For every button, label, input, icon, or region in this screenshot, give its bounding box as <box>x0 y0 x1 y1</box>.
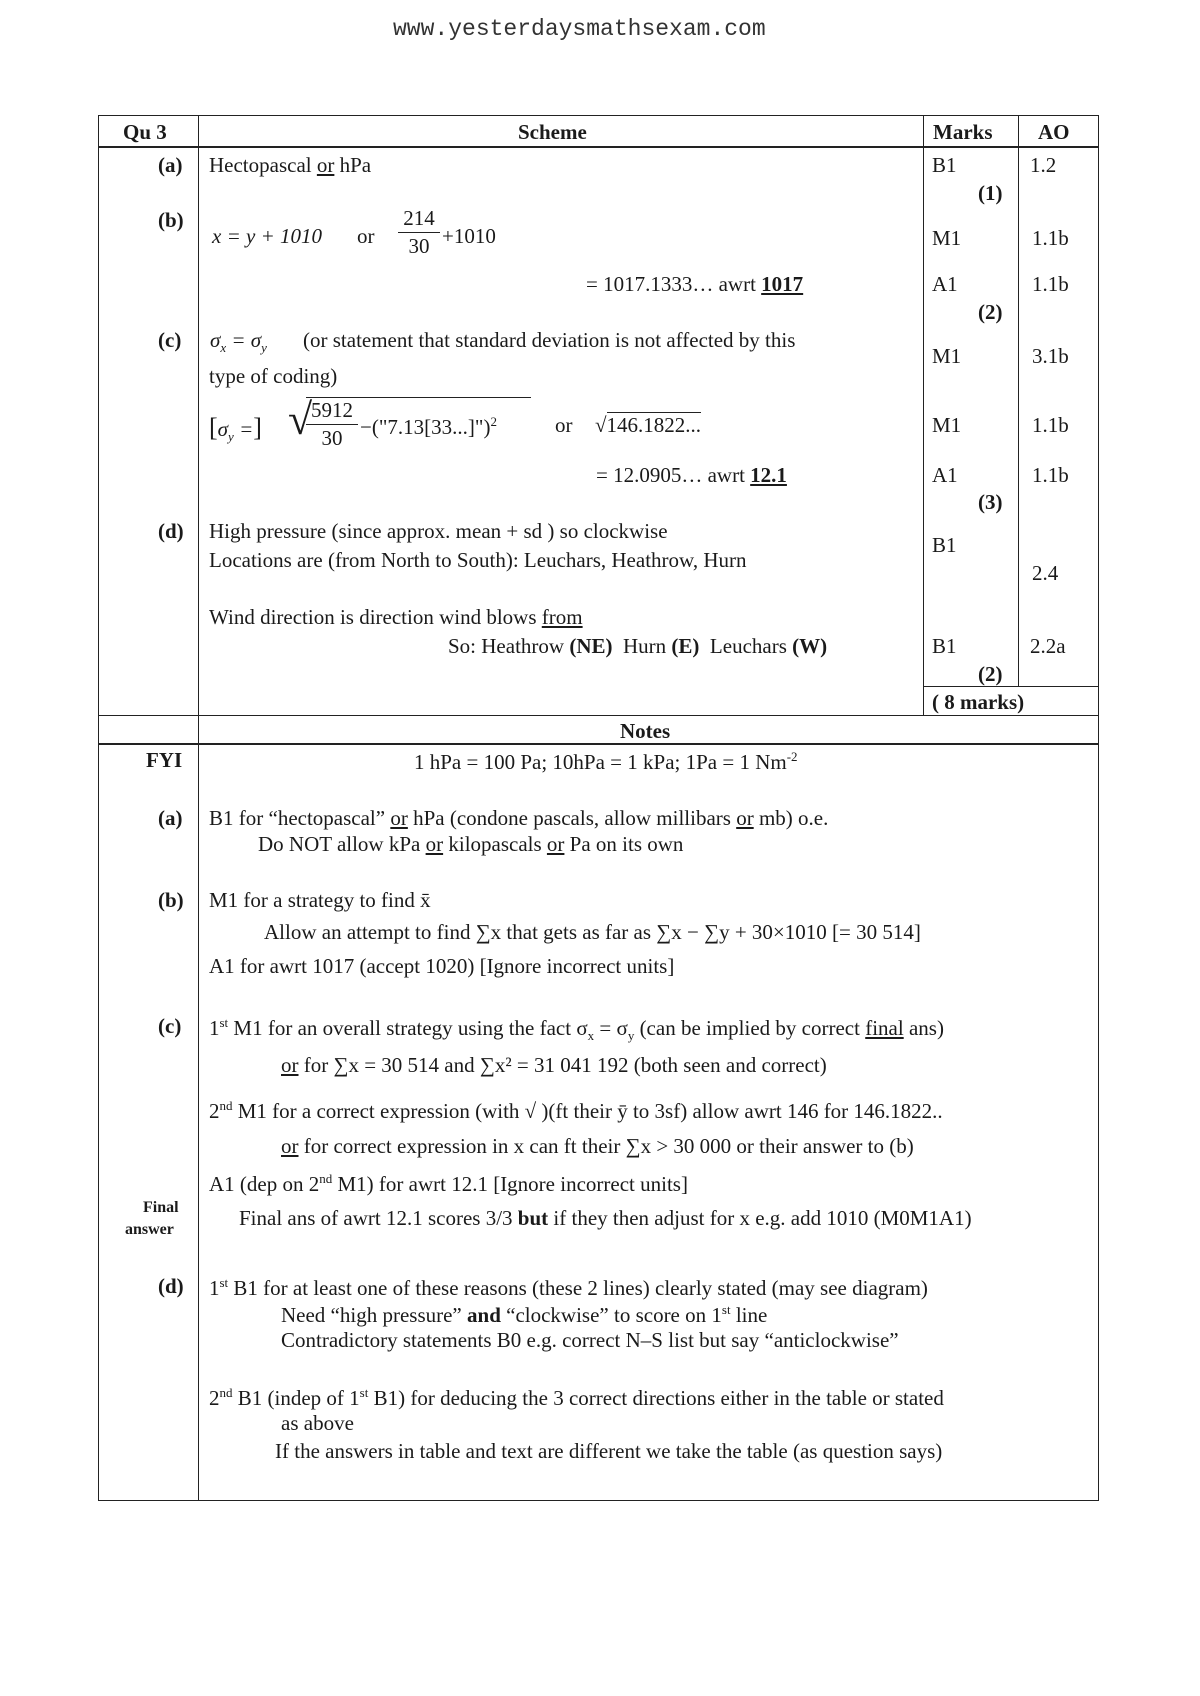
part-a-label: (a) <box>158 153 183 177</box>
part-c-fraction: 5912 30 <box>306 400 358 449</box>
table-top-border <box>98 115 1099 116</box>
table-bottom-border <box>98 1500 1099 1501</box>
notes-final-label-2: answer <box>125 1221 174 1238</box>
part-b-result: = 1017.1333… awrt 1017 <box>586 272 804 296</box>
part-b-ao-2: 1.1b <box>1032 272 1069 296</box>
part-a-answer: Hectopascal or hPa <box>209 153 372 177</box>
part-c-ao-3: 1.1b <box>1032 463 1069 487</box>
notes-d-label: (d) <box>158 1274 184 1298</box>
notes-b-line-2: Allow an attempt to find ∑x that gets as far as ∑x − ∑y + 30×1010 [= 30 514] <box>264 920 921 944</box>
part-c-label: (c) <box>158 328 182 352</box>
notes-d-line-4: 2nd B1 (indep of 1st B1) for deducing the 3 correct directions either in the table or stated <box>209 1385 944 1410</box>
part-d-ao-2: 2.2a <box>1030 634 1066 658</box>
notes-d-line-2: Need “high pressure” and “clockwise” to score on 1st line <box>281 1302 768 1327</box>
table-left-border <box>98 115 99 1501</box>
part-d-line-1: High pressure (since approx. mean + sd ) so clockwise <box>209 519 668 543</box>
part-c-mark-1: M1 <box>932 344 962 368</box>
part-b-mark-2: A1 <box>932 272 958 296</box>
table-col-divider <box>198 115 199 1501</box>
total-marks: ( 8 marks) <box>932 690 1025 714</box>
part-d-mark-1: B1 <box>932 533 957 557</box>
header-rule <box>98 146 1099 148</box>
notes-d-line-6: If the answers in table and text are different we take the table (as question says) <box>275 1439 943 1463</box>
part-d-mark-2: B1 <box>932 634 957 658</box>
notes-c-line-5: A1 (dep on 2nd M1) for awrt 12.1 [Ignore incorrect units] <box>209 1171 688 1196</box>
part-c-subtotal: (3) <box>978 490 1003 514</box>
total-rule <box>923 686 1099 687</box>
ao-col-divider <box>1018 115 1019 687</box>
part-b-or: or <box>357 224 375 248</box>
part-a-ao: 1.2 <box>1030 153 1057 177</box>
notes-fyi-label: FYI <box>146 748 183 772</box>
part-b-expr-lhs: x = y + 1010 <box>212 224 322 248</box>
notes-a-line-1: B1 for “hectopascal” or hPa (condone pascals, allow millibars or mb) o.e. <box>209 806 829 830</box>
notes-d-line-3: Contradictory statements B0 e.g. correct N–S list but say “anticlockwise” <box>281 1328 899 1352</box>
marks-col-divider <box>923 115 924 715</box>
part-c-result: = 12.0905… awrt 12.1 <box>596 463 787 487</box>
notes-d-line-1: 1st B1 for at least one of these reasons (these 2 lines) clearly stated (may see diagram) <box>209 1275 928 1300</box>
notes-top-rule <box>98 715 1099 716</box>
col-marks-header: Marks <box>933 120 993 144</box>
notes-c-label: (c) <box>158 1014 182 1038</box>
part-c-statement-2: type of coding) <box>209 364 338 388</box>
part-c-sd-lhs: [$\sigma_y$ =] <box>209 413 262 445</box>
part-c-mark-3: A1 <box>932 463 958 487</box>
col-ao-header: AO <box>1038 120 1070 144</box>
part-c-statement: (or statement that standard deviation is not affected by this <box>303 328 796 352</box>
part-c-sd-mid: −("7.13[33...]")$^2$ <box>360 414 497 439</box>
notes-header-rule <box>98 743 1099 745</box>
notes-c-line-1: 1st M1 for an overall strategy using the fact $\sigma_x = \sigma_y$ (can be implied by correct final ans) <box>209 1015 944 1044</box>
part-d-line-3: Wind direction is direction wind blows from <box>209 605 583 629</box>
col-scheme-header: Scheme <box>518 120 587 144</box>
notes-c-line-2: or for ∑x = 30 514 and ∑x² = 31 041 192 (both seen and correct) <box>281 1053 827 1077</box>
part-c-alt-sqrt: √146.1822... <box>595 413 702 437</box>
part-c-sigma-eq: $\sigma_x = \sigma_y$ <box>210 328 267 356</box>
part-b-ao-1: 1.1b <box>1032 226 1069 250</box>
part-a-subtotal: (1) <box>978 181 1003 205</box>
notes-b-line-3: A1 for awrt 1017 (accept 1020) [Ignore incorrect units] <box>209 954 675 978</box>
notes-fyi-text: 1 hPa = 100 Pa; 10hPa = 1 kPa; 1Pa = 1 $Nm^{-2}$ <box>414 749 798 774</box>
part-d-line-2: Locations are (from North to South): Leuchars, Heathrow, Hurn <box>209 548 747 572</box>
part-c-mark-2: M1 <box>932 413 962 437</box>
notes-c-line-6: Final ans of awrt 12.1 scores 3/3 but if they then adjust for x e.g. add 1010 (M0M1A1) <box>239 1206 972 1230</box>
part-c-or: or <box>555 413 573 437</box>
part-c-sqrt-sign: √ <box>288 395 313 444</box>
notes-a-label: (a) <box>158 806 183 830</box>
notes-d-line-5: as above <box>281 1411 354 1435</box>
part-b-label: (b) <box>158 208 184 232</box>
notes-heading: Notes <box>620 719 671 743</box>
part-d-subtotal: (2) <box>978 662 1003 686</box>
part-a-mark: B1 <box>932 153 957 177</box>
notes-b-line-1: M1 for a strategy to find x̄ <box>209 888 431 912</box>
col-qu-header: Qu 3 <box>123 120 167 144</box>
table-right-border <box>1098 115 1099 1501</box>
part-b-fraction: 214 30 <box>398 208 440 257</box>
notes-b-label: (b) <box>158 888 184 912</box>
part-b-mark-1: M1 <box>932 226 962 250</box>
part-d-ao-1: 2.4 <box>1032 561 1059 585</box>
part-d-line-4: So: Heathrow (NE) Hurn (E) Leuchars (W) <box>448 634 828 658</box>
part-d-label: (d) <box>158 519 184 543</box>
part-c-ao-2: 1.1b <box>1032 413 1069 437</box>
part-c-ao-1: 3.1b <box>1032 344 1069 368</box>
notes-a-line-2: Do NOT allow kPa or kilopascals or Pa on its own <box>258 832 684 856</box>
notes-final-label-1: Final <box>143 1199 179 1216</box>
notes-c-line-4: or for correct expression in x can ft their ∑x > 30 000 or their answer to (b) <box>281 1134 914 1158</box>
part-b-subtotal: (2) <box>978 300 1003 324</box>
part-b-expr-tail: +1010 <box>442 224 496 248</box>
notes-c-line-3: 2nd M1 for a correct expression (with √ )(ft their ȳ to 3sf) allow awrt 146 for 146.1822.. <box>209 1098 943 1123</box>
site-header: www.yesterdaysmathsexam.com <box>393 16 766 42</box>
